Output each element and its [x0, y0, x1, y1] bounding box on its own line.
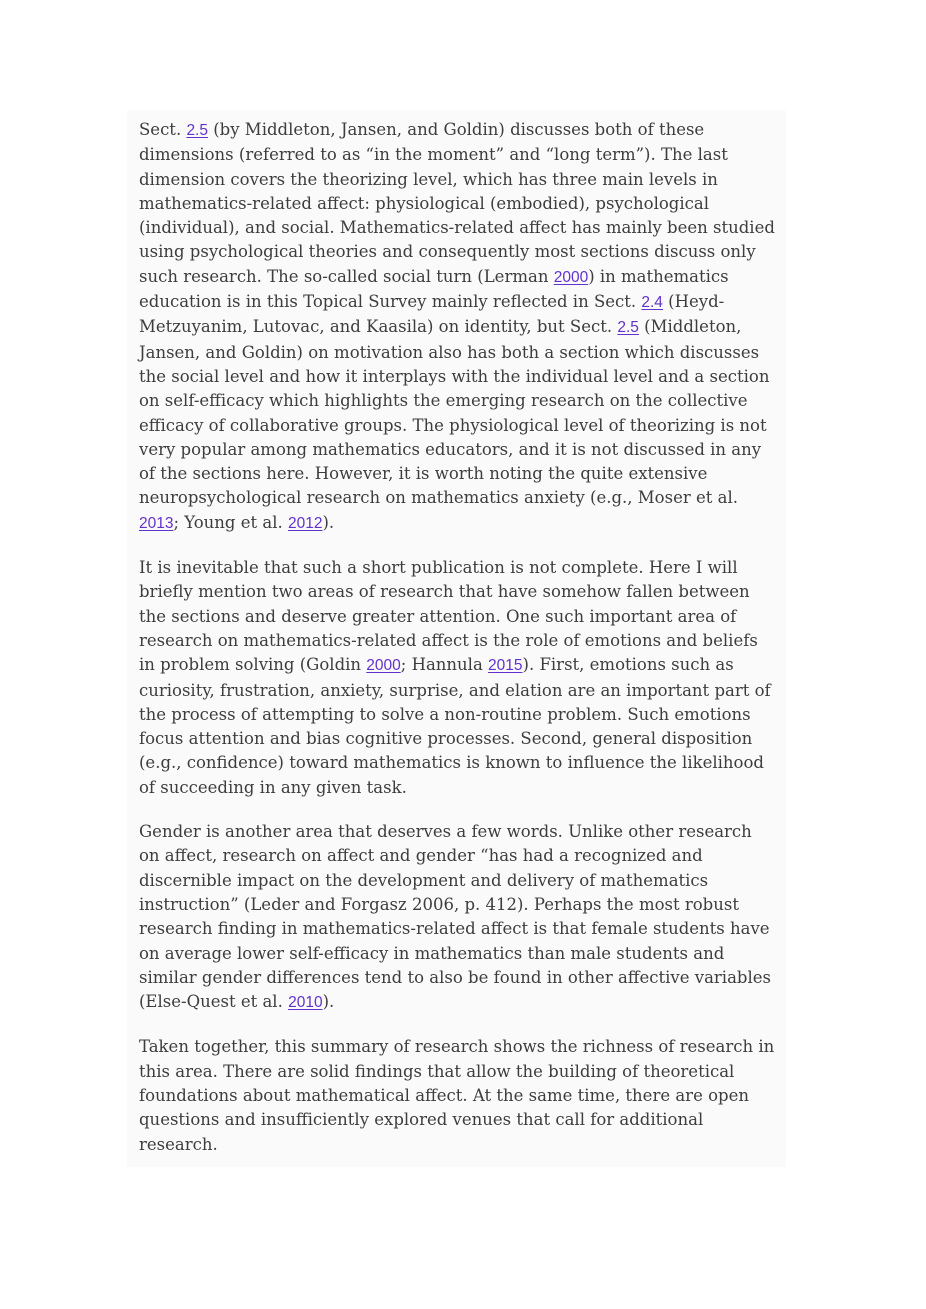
paragraph: Gender is another area that deserves a few words. Unlike other research on affect, research on affect and gender “has had a recognized and discernible impact on the development and delivery of mathematics instruction” (Leder and Forgasz 2006, p. 412). Perhaps the most robust research finding in mathematics-related affect is that female students have on average lower self-efficacy in mathematics than male students and similar gender differences tend to also be found in other affective variables (Else-Quest et al. 2010). — [139, 822, 771, 1012]
paragraph: Sect. 2.5 (by Middleton, Jansen, and Goldin) discusses both of these dimensions (referred to as “in the moment” and “long term”). The last dimension covers the theorizing level, which has three main levels in mathematics-related affect: physiological (embodied), psychological (individual), and social. Mathematics-related affect has mainly been studied using psychological theories and consequently most sections discuss only such research. The so-called social turn (Lerman 2000) in mathematics education is in this Topical Survey mainly reflected in Sect. 2.4 (Heyd-Metzuyanim, Lutovac, and Kaasila) on identity, but Sect. 2.5 (Middleton, Jansen, and Goldin) on motivation also has both a section which discusses the social level and how it interplays with the individual level and a section on self-efficacy which highlights the emerging research on the collective efficacy of collaborative groups. The physiological level of theorizing is not very popular among mathematics educators, and it is not discussed in any of the sections here. However, it is worth noting the quite extensive neuropsychological research on mathematics anxiety (e.g., Moser et al. 2013; Young et al. 2012). — [139, 120, 775, 532]
citation-link[interactable]: 2.4 — [641, 294, 663, 312]
citation-link[interactable]: 2012 — [288, 514, 323, 532]
article-body — [127, 110, 786, 1167]
citation-link[interactable]: 2015 — [488, 657, 523, 675]
citation-link[interactable]: 2013 — [139, 514, 174, 532]
paragraph: It is inevitable that such a short publication is not complete. Here I will briefly mention two areas of research that have somehow fallen between the sections and deserve greater attention. One such important area of research on mathematics-related affect is the role of emotions and beliefs in problem solving (Goldin 2000; Hannula 2015). First, emotions such as curiosity, frustration, anxiety, surprise, and elation are an important part of the process of attempting to solve a non-routine problem. Such emotions focus attention and bias cognitive processes. Second, general disposition (e.g., confidence) toward mathematics is known to influence the likelihood of succeeding in any given task. — [139, 558, 771, 797]
citation-link[interactable]: 2000 — [553, 268, 589, 286]
citation-link[interactable]: 2010 — [288, 994, 323, 1012]
citation-link[interactable]: 2.5 — [186, 122, 208, 139]
paragraph: Taken together, this summary of research shows the richness of research in this area. There are solid findings that allow the building of theoretical foundations about mathematical affect. At the same time, there are open questions and insufficiently explored venues that call for additional research. — [139, 1037, 775, 1154]
citation-link[interactable]: 2000 — [366, 657, 401, 675]
citation-link[interactable]: 2.5 — [617, 319, 639, 337]
